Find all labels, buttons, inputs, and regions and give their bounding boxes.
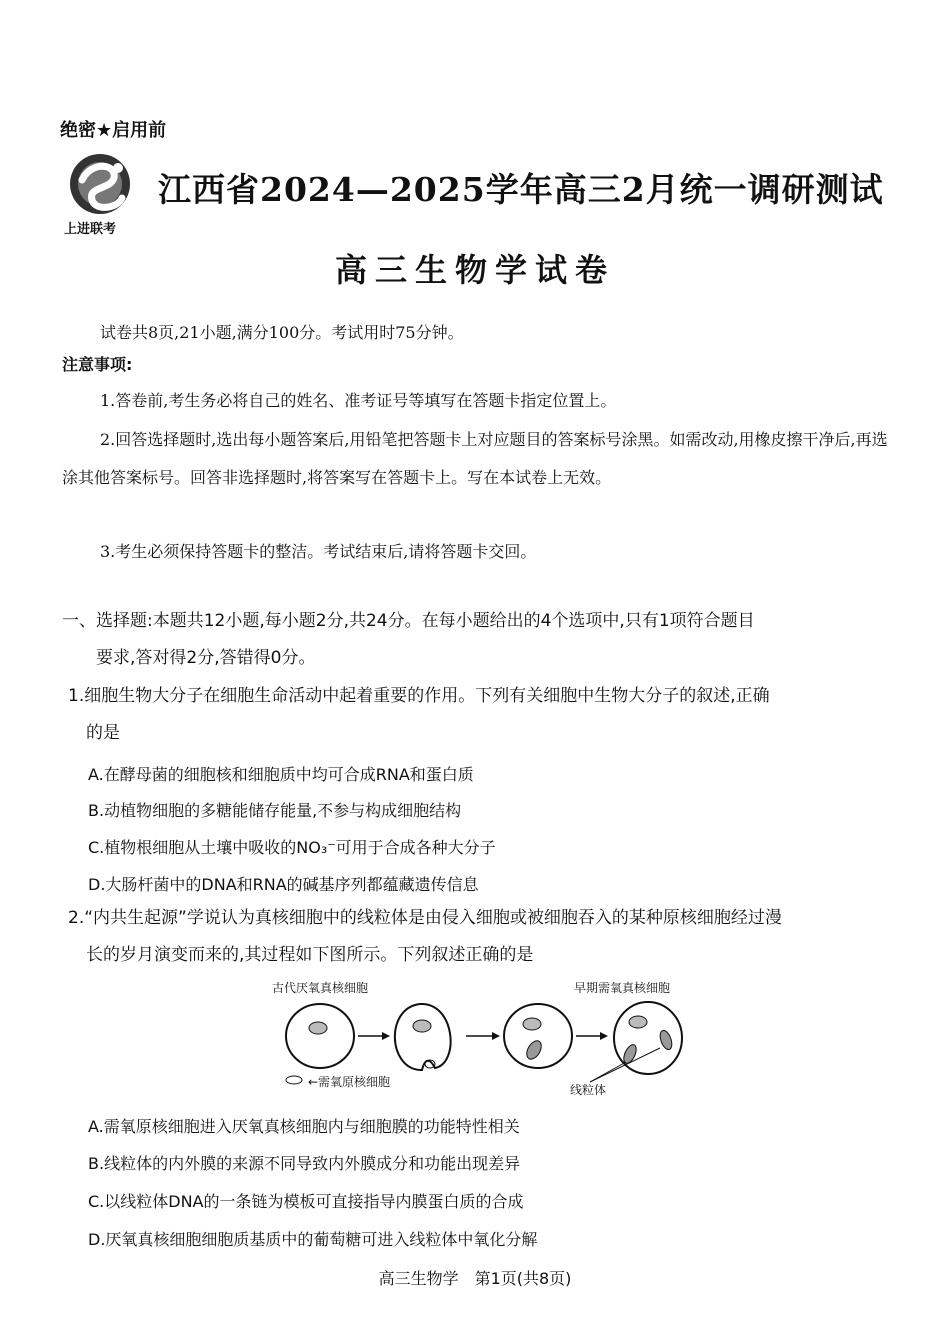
notice-item-1: 1.答卷前,考生务必将自己的姓名、准考证号等填写在答题卡指定位置上。 — [100, 391, 617, 410]
exam-info: 试卷共8页,21小题,满分100分。考试用时75分钟。 — [100, 323, 464, 342]
question-1-option-c: C.植物根细胞从土壤中吸收的NO₃⁻可用于合成各种大分子 — [88, 838, 496, 857]
question-1-option-d: D.大肠杆菌中的DNA和RNA的碱基序列都蕴藏遗传信息 — [88, 875, 479, 894]
label-early-aerobic-cell: 早期需氧真核细胞 — [574, 981, 671, 995]
question-1-option-a: A.在酵母菌的细胞核和细胞质中均可合成RNA和蛋白质 — [88, 765, 474, 784]
exam-title: 江西省2024—2025学年高三2月统一调研测试 — [158, 170, 884, 209]
nucleus-2 — [413, 1020, 431, 1032]
section-line-2: 要求,答对得2分,答错得0分。 — [96, 648, 316, 668]
label-ancient-anaerobic-cell: 古代厌氧真核细胞 — [272, 981, 369, 995]
question-1-stem — [68, 678, 890, 752]
question-2-option-a: A.需氧原核细胞进入厌氧真核细胞内与细胞膜的功能特性相关 — [88, 1117, 520, 1136]
nucleus-4 — [629, 1016, 647, 1028]
notice-item-2: 2.回答选择题时,选出每小题答案后,用铅笔把答题卡上对应题目的答案标号涂黑。如需改动,用橡皮擦干净后,再选涂其他答案标号。回答非选择题时,将答案写在答题卡上。写在本试卷上无效。 — [62, 430, 888, 487]
question-2-option-b: B.线粒体的内外膜的来源不同导致内外膜成分和功能出现差异 — [88, 1154, 521, 1173]
mitochondrion-4b — [658, 1029, 674, 1051]
confidential-label: 绝密★启用前 — [60, 120, 167, 141]
question-2-line-1: 2.“内共生起源”学说认为真核细胞中的线粒体是由侵入细胞或被细胞吞入的某种原核细胞经过漫 — [68, 908, 782, 928]
bacterium — [286, 1076, 302, 1084]
mitochondrion-4a — [621, 1043, 639, 1065]
exam-subtitle: 高三生物学试卷 — [334, 251, 615, 289]
cell-3 — [504, 1004, 572, 1068]
section-line-1: 一、选择题:本题共12小题,每小题2分,共24分。在每小题给出的4个选项中,只有1项符合题目 — [62, 611, 755, 631]
label-aerobic-prokaryote: ←需氧原核细胞 — [308, 1075, 391, 1089]
question-1-option-b: B.动植物细胞的多糖能储存能量,不参与构成细胞结构 — [88, 801, 462, 820]
cell-1 — [286, 1004, 354, 1068]
question-2-stem — [68, 900, 890, 974]
question-2-option-c: C.以线粒体DNA的一条链为模板可直接指导内膜蛋白质的合成 — [88, 1192, 524, 1211]
logo-text: 上进联考 — [64, 222, 117, 237]
question-1-line-2: 的是 — [86, 723, 120, 743]
question-2-line-2: 长的岁月演变而来的,其过程如下图所示。下列叙述正确的是 — [86, 945, 534, 965]
endosymbiosis-diagram — [270, 978, 710, 1098]
section-heading — [62, 603, 892, 677]
question-2-option-d: D.厌氧真核细胞细胞质基质中的葡萄糖可进入线粒体中氧化分解 — [88, 1230, 538, 1249]
question-1-line-1: 1.细胞生物大分子在细胞生命活动中起着重要的作用。下列有关细胞中生物大分子的叙述,正确 — [68, 686, 770, 706]
nucleus-3 — [523, 1018, 541, 1030]
label-mitochondrion: 线粒体 — [570, 1083, 607, 1097]
nucleus-1 — [309, 1022, 327, 1034]
notice-heading: 注意事项: — [62, 355, 133, 374]
page-footer: 高三生物学 第1页(共8页) — [378, 1269, 572, 1288]
cell-2 — [395, 1004, 451, 1070]
notice-item-3: 3.考生必须保持答题卡的整洁。考试结束后,请将答题卡交回。 — [100, 542, 537, 561]
mitochondrion-3 — [524, 1038, 544, 1061]
